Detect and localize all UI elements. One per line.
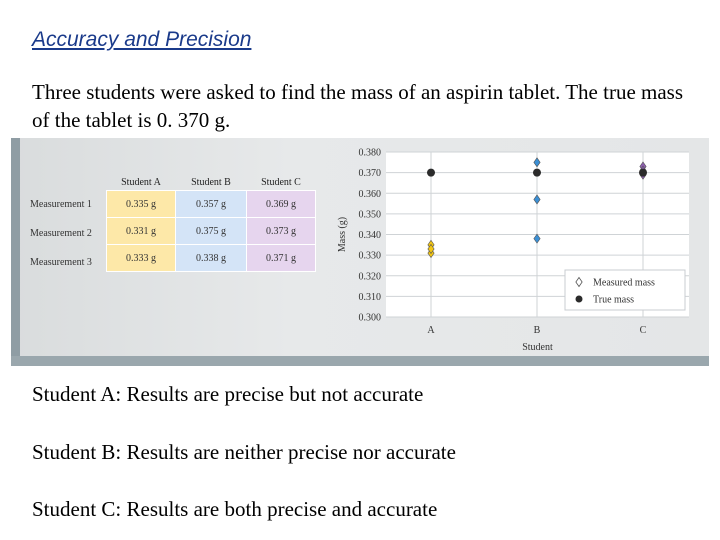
x-tick-label: A: [427, 325, 435, 336]
y-tick-label: 0.370: [358, 168, 381, 180]
y-tick-label: 0.310: [358, 291, 381, 303]
table-cell: 0.331 g: [107, 218, 176, 245]
x-tick-label: C: [639, 325, 647, 336]
true-mass-point: [639, 169, 647, 177]
x-tick-label: B: [533, 325, 541, 336]
table-cell: 0.338 g: [176, 245, 247, 272]
table-cell: 0.375 g: [176, 218, 247, 245]
table-cell: 0.371 g: [247, 245, 316, 272]
measurement-table: [106, 174, 316, 272]
table-header-student-b: Student B: [191, 176, 231, 188]
table-cell: 0.373 g: [247, 218, 316, 245]
y-tick-label: 0.350: [358, 209, 381, 221]
figure-left-border: [11, 138, 20, 366]
y-tick-label: 0.320: [358, 271, 381, 283]
y-tick-label: 0.330: [358, 250, 381, 262]
y-tick-label: 0.300: [358, 312, 381, 324]
table-cell: 0.333 g: [107, 245, 176, 272]
table-row-label: Measurement 1: [30, 199, 92, 210]
table-row-label: Measurement 3: [30, 257, 92, 268]
figure-bottom-border: [11, 356, 709, 366]
table-cell: 0.335 g: [107, 191, 176, 218]
legend-label: Measured mass: [593, 277, 655, 289]
y-tick-label: 0.340: [358, 230, 381, 241]
statement-student-b: Student B: Results are neither precise nor accurate: [32, 440, 456, 464]
y-tick-label: 0.380: [358, 147, 381, 159]
table-header-student-c: Student C: [261, 176, 301, 188]
slide-title: Accuracy and Precision: [32, 28, 252, 51]
x-axis-label: Student: [522, 342, 553, 352]
y-tick-label: 0.360: [358, 188, 381, 200]
table-cell: 0.369 g: [247, 191, 316, 218]
statement-student-c: Student C: Results are both precise and accurate: [32, 497, 438, 521]
statement-student-a: Student A: Results are precise but not accurate: [32, 382, 424, 406]
y-axis-label: Mass (g): [337, 216, 348, 253]
true-mass-point: [427, 169, 435, 177]
true-mass-point: [533, 169, 541, 177]
intro-text: Three students were asked to find the mass of an aspirin tablet. The true mass of the tablet is 0. 370 g.: [32, 80, 684, 132]
legend-true-icon: [576, 296, 583, 303]
table-cell: 0.357 g: [176, 191, 247, 218]
mass-scatter-chart: [331, 142, 703, 352]
table-row-label: Measurement 2: [30, 228, 92, 239]
table-header-student-a: Student A: [121, 176, 161, 188]
legend-label: True mass: [593, 294, 635, 306]
